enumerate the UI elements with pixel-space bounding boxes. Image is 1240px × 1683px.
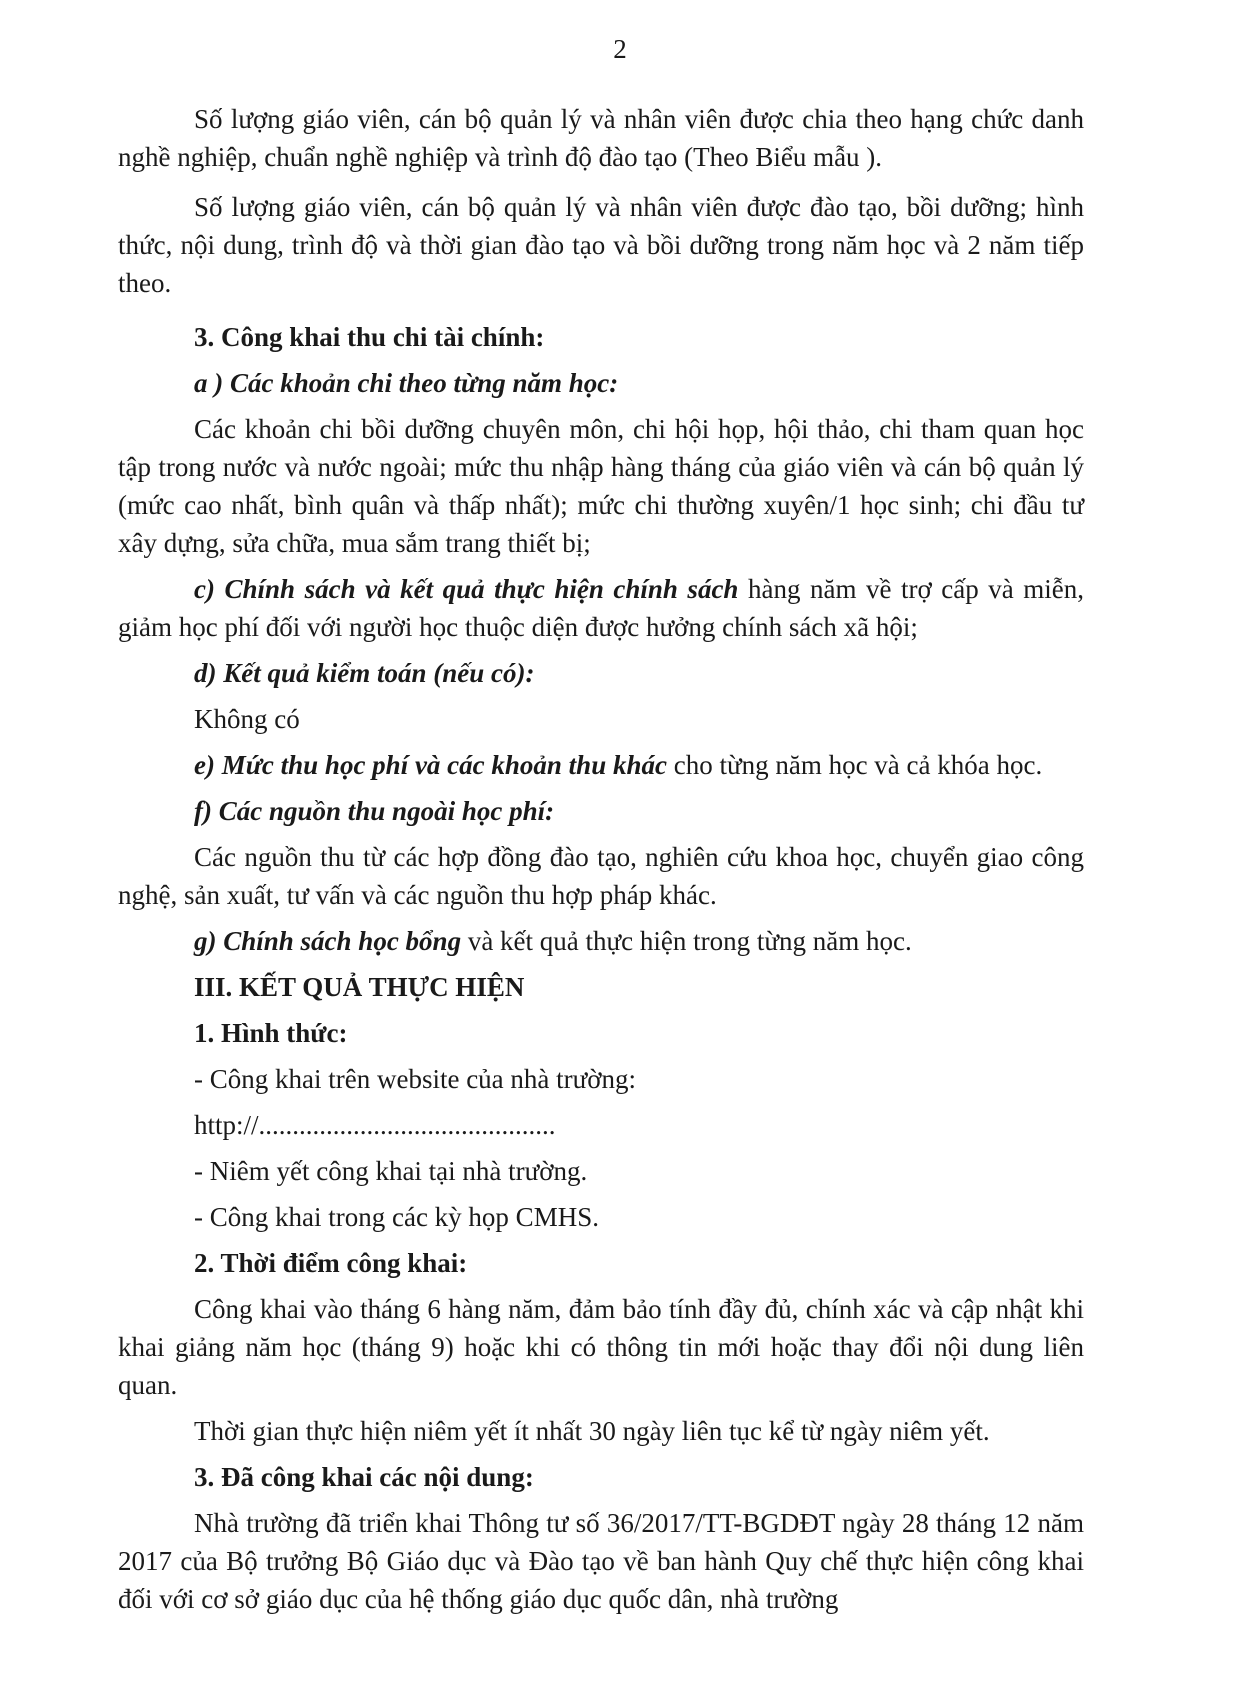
subheading-scholarship: g) Chính sách học bổng (194, 926, 462, 956)
subheading-other-revenue: f) Các nguồn thu ngoài học phí: (194, 796, 555, 826)
document-body (118, 100, 1084, 1618)
paragraph-tuition (118, 746, 1084, 784)
heading-disclosed-content: 3. Đã công khai các nội dung: (194, 1462, 534, 1492)
list-item-meetings: - Công khai trong các kỳ họp CMHS. (194, 1202, 599, 1232)
paragraph-audit: Không có (194, 704, 300, 734)
subheading-expenses: a ) Các khoản chi theo từng năm học: (194, 368, 619, 398)
subheading-policy: c) Chính sách và kết quả thực hiện chính sách (194, 574, 739, 604)
paragraph-timing: Công khai vào tháng 6 hàng năm, đảm bảo tính đầy đủ, chính xác và cập nhật khi khai giảng năm học (tháng 9) hoặc khi có thông tin mới hoặc thay đổi nội dung liên quan. (118, 1294, 1084, 1400)
heading-form: 1. Hình thức: (194, 1018, 348, 1048)
scholarship-text: và kết quả thực hiện trong từng năm học. (461, 926, 912, 956)
heading-timing: 2. Thời điểm công khai: (194, 1248, 468, 1278)
heading-results: III. KẾT QUẢ THỰC HIỆN (194, 972, 525, 1002)
subheading-tuition: e) Mức thu học phí và các khoản thu khác (194, 750, 667, 780)
list-item-website: - Công khai trên website của nhà trường: (194, 1064, 637, 1094)
paragraph-expenses: Các khoản chi bồi dưỡng chuyên môn, chi hội họp, hội thảo, chi tham quan học tập trong nước và nước ngoài; mức thu nhập hàng tháng của giáo viên và cán bộ quản lý (mức cao nhất, bình quân và thấp nhất); mức chi thường xuyên/1 học sinh; chi đầu tư xây dựng, sửa chữa, mua sắm trang thiết bị; (118, 414, 1084, 558)
heading-financial-disclosure: 3. Công khai thu chi tài chính: (194, 322, 545, 352)
paragraph-scholarship (118, 922, 1084, 960)
paragraph-policy (118, 570, 1084, 646)
paragraph-posting-duration: Thời gian thực hiện niêm yết ít nhất 30 ngày liên tục kể từ ngày niêm yết. (194, 1416, 990, 1446)
paragraph-staff-training: Số lượng giáo viên, cán bộ quản lý và nhân viên được đào tạo, bồi dưỡng; hình thức, nội dung, trình độ và thời gian đào tạo và bồi dưỡng trong năm học và 2 năm tiếp theo. (118, 192, 1084, 298)
list-item-url: http://............................................ (194, 1110, 556, 1140)
policy-text: hàng năm về trợ cấp và miễn, giảm học phí đối với người học thuộc diện được hưởng chính sách xã hội; (118, 574, 1085, 642)
paragraph-staff-by-rank: Số lượng giáo viên, cán bộ quản lý và nhân viên được chia theo hạng chức danh nghề nghiệp, chuẩn nghề nghiệp và trình độ đào tạo (Theo Biểu mẫu ). (118, 104, 1084, 172)
paragraph-other-revenue: Các nguồn thu từ các hợp đồng đào tạo, nghiên cứu khoa học, chuyển giao công nghệ, sản xuất, tư vấn và các nguồn thu hợp pháp khác. (118, 842, 1084, 910)
subheading-audit: d) Kết quả kiểm toán (nếu có): (194, 658, 535, 688)
list-item-posting: - Niêm yết công khai tại nhà trường. (194, 1156, 588, 1186)
paragraph-circular: Nhà trường đã triển khai Thông tư số 36/2017/TT-BGDĐT ngày 28 tháng 12 năm 2017 của Bộ trưởng Bộ Giáo dục và Đào tạo về ban hành Quy chế thực hiện công khai đối với cơ sở giáo dục của hệ thống giáo dục quốc dân, nhà trường (118, 1508, 1084, 1614)
page-number: 2 (613, 34, 627, 64)
tuition-text: cho từng năm học và cả khóa học. (666, 750, 1043, 780)
